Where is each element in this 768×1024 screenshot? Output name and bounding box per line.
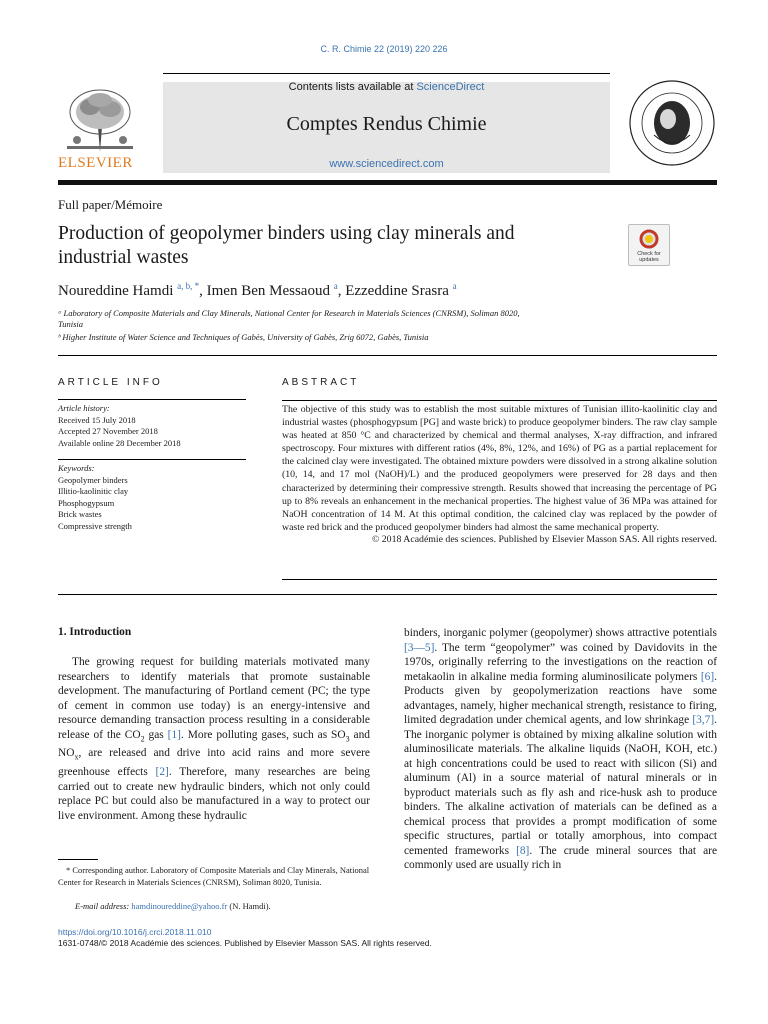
keyword: Phosphogypsum: [58, 497, 115, 508]
article-title: [58, 222, 618, 270]
affiliation-b: ᵇ Higher Institute of Water Science and Techniques of Gabès, University of Gabès, Zrig 6072, Gabès, Tunisia: [58, 332, 429, 342]
online-date: Available online 28 December 2018: [58, 437, 181, 448]
history-label: Article history:: [58, 403, 110, 413]
contents-prefix: Contents lists available at: [288, 81, 417, 93]
received-date: Received 15 July 2018: [58, 414, 136, 425]
abstract-heading: ABSTRACT: [282, 377, 360, 388]
citation-link[interactable]: [3,7]: [692, 714, 715, 726]
author-name: Noureddine Hamdi: [58, 283, 174, 299]
keyword: Compressive strength: [58, 520, 132, 531]
email-link[interactable]: hamdinoureddine@yahoo.fr: [131, 901, 228, 911]
citation-link[interactable]: [8]: [516, 844, 530, 857]
author-affiliation-marker[interactable]: a: [333, 281, 338, 291]
header-top-rule: [163, 73, 610, 74]
left-column: [58, 655, 370, 823]
right-column: [404, 626, 717, 873]
svg-text:updates: updates: [639, 257, 659, 263]
affiliation-a: [58, 308, 618, 330]
affiliation-a-line1: ᵃ Laboratory of Composite Materials and Clay Minerals, National Center for Research in Materials Sciences (CNRSM), Soliman 8020,: [58, 308, 520, 318]
accepted-date: Accepted 27 November 2018: [58, 426, 158, 436]
citation-link[interactable]: [1]: [167, 728, 181, 741]
title-line-1: Production of geopolymer binders using clay minerals and: [58, 223, 515, 244]
citation-link[interactable]: [2]: [155, 766, 169, 779]
journal-reference[interactable]: C. R. Chimie 22 (2019) 220 226: [320, 44, 448, 54]
intro-paragraph: The growing request for building materials motivated many researchers to identify materials that promote sustainable development. The manufacturing of Portland cement (PC; the type of cement in common use today) is an energy-intensive and resource demanding transaction process resulting in a considerable release of the $CO_2$ gas [1]. More polluting gases, such as $SO_3$ and $NO_x$, are released and drive into acid rains and more severe greenhouse effects [2]. Therefore, many researches are being carried out to create new hydraulic binders, which not only could replace PC but could also be manufactured in a way to protect our live environment. Among these hydraulic: [58, 656, 370, 822]
footnote-rule: [58, 859, 98, 860]
elsevier-wordmark: ELSEVIER: [58, 155, 133, 171]
journal-url-link[interactable]: www.sciencedirect.com: [329, 158, 444, 170]
title-line-2: industrial wastes: [58, 247, 189, 268]
author-name: Ezzeddine Srasra: [345, 283, 449, 299]
author-list: Noureddine Hamdi $^{a, b, *}$, Imen Ben Messaoud $^a$, Ezzeddine Srasra $^a$: [58, 281, 457, 299]
email-suffix: (N. Hamdi).: [227, 901, 271, 911]
issn-copyright: 1631-0748/© 2018 Académie des sciences. Published by Elsevier Masson SAS. All rights reserved.: [58, 938, 432, 948]
author-affiliation-marker[interactable]: a: [452, 281, 457, 291]
divider-rule: [58, 594, 717, 595]
abstract-box: [282, 400, 717, 580]
check-for-updates-badge[interactable]: [628, 224, 670, 266]
author-name: Imen Ben Messaoud: [206, 283, 330, 299]
keyword: Geopolymer binders: [58, 474, 128, 485]
citation-link[interactable]: [3—5]: [404, 641, 435, 654]
keywords-label: Keywords:: [58, 463, 95, 473]
sciencedirect-link[interactable]: ScienceDirect: [416, 81, 485, 93]
journal-name: Comptes Rendus Chimie: [286, 113, 487, 135]
article-type: Full paper/Mémoire: [58, 197, 163, 212]
citation-link[interactable]: [6]: [700, 670, 715, 683]
corresponding-footnote: * Corresponding author. Laboratory of Composite Materials and Clay Minerals, National Center for Research in Materials Sciences (CNRSM), Soliman 8020, Tunisia.: [58, 865, 370, 887]
email-label: E-mail address:: [75, 901, 132, 911]
keyword: Illitio-kaolinitic clay: [58, 486, 129, 496]
abstract-copyright: © 2018 Académie des sciences. Published by Elsevier Masson SAS. All rights reserved.: [371, 533, 717, 545]
keyword: Brick wastes: [58, 509, 102, 519]
academie-seal: [628, 73, 716, 173]
divider-rule: [58, 355, 717, 356]
article-history-box: [58, 399, 246, 449]
article-info-heading: ARTICLE INFO: [58, 377, 163, 388]
header-bottom-rule: [58, 180, 717, 185]
body-paragraph: binders, inorganic polymer (geopolymer) shows attractive potentials [3—5]. The term “geopolymer” was coined by Davidovits in the 1970s, originally referring to the investigations on the reaction of metakaolin in alkaline media forming aluminosilicate polymers [6]. Products given by geopolymerization reactions have some advantages, namely, higher mechanical strength, resistance to firing, limited degradation under chemical agents, and low shrinkage [3,7]. The inorganic polymer is obtained by mixing alkaline solution with aluminosilicate materials. The alkaline liquids (NaOH, KOH, etc.) at high concentrations could be used to react with silicon (Si) and aluminum (Al) in a source material of natural minerals or in byproduct materials such as fly ash and rice-husk ash to produce binders. The alkaline activation of materials can be defined as a chemical process that provides a prompt modification of some specific structures, partial or totally amorphous, into compact cemented frameworks [8]. The crude mineral sources that are commonly used are usually rich in: [404, 627, 717, 871]
doi-link[interactable]: https://doi.org/10.1016/j.crci.2018.11.010: [58, 927, 212, 937]
section-heading-introduction: 1. Introduction: [58, 626, 132, 638]
contents-line: [163, 81, 610, 93]
keywords-box: [58, 459, 246, 532]
svg-text:Check for: Check for: [637, 251, 661, 257]
abstract-text: The objective of this study was to establish the most suitable mixtures of Tunisian illito-kaolinitic clay and industrial wastes (phosphogypsum [PG] and waste brick) to produce geopolymer binders. The raw clay sample was heated at 850 °C and characterized by chemical and thermal analyses, X-ray diffraction, and infrared spectroscopy. Four mixtures with different ratios (4%, 8%, 12%, and 16%) of PG as a partial replacement for the calcined clay were investigated. The obtained mixture powders were dissolved in a strong alkaline solution (10, 14, and 17 mol (NaOH)/L) and the produced geopolymers were preserved for 28 days and then characterized by determining their compressive strength. Results showed that increasing the percentage of PG up to 8% reveals an enhancement in the mechanical properties. The highest value of 36 MPa was attained for NaOH concentration of 14 M. At this optimal condition, the calcined clay was replaced by the powder of waste red brick and the produced geopolymer binders had almost the same mechanical property.: [282, 404, 717, 533]
email-footnote: [75, 901, 271, 913]
affiliation-a-line2: Tunisia: [58, 319, 84, 329]
author-affiliation-marker[interactable]: a, b, *: [177, 281, 200, 291]
